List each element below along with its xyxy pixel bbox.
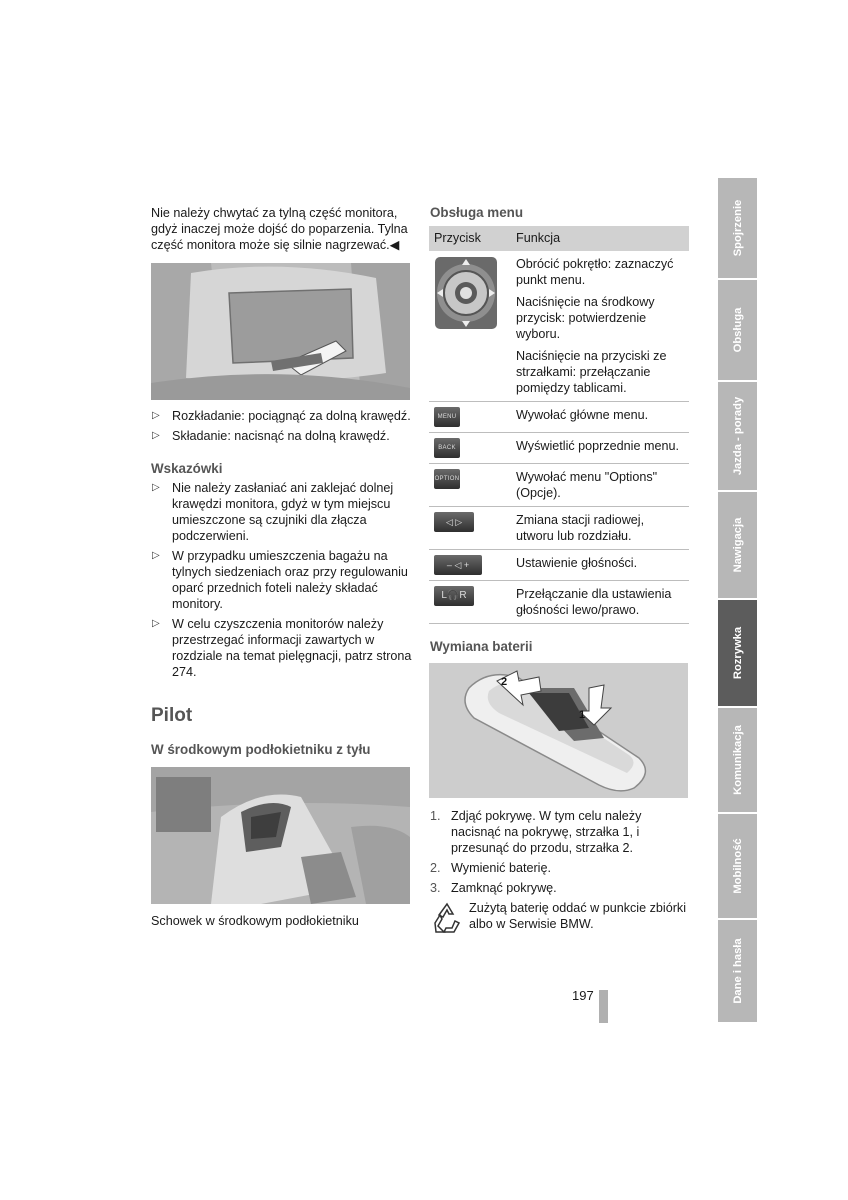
- notes-heading: Wskazówki: [151, 461, 223, 476]
- menu-table: [429, 226, 689, 624]
- table-header: Przycisk: [429, 226, 511, 251]
- prev-next-buttons-icon: ◁ ▷: [434, 512, 474, 532]
- table-row: Obrócić pokrętło: zaznaczyć punkt menu. Naciśnięcie na środkowy przycisk: potwierdzenie wyboru. Naciśnięcie na przyciski ze strzałkami: przełączanie pomiędzy tablicami.: [429, 251, 689, 402]
- table-row: L🎧R Przełączanie dla ustawienia głośności lewo/prawo.: [429, 581, 689, 624]
- tab-komunikacja[interactable]: Komunikacja: [718, 708, 757, 814]
- list-item: ▷ W przypadku umieszczenia bagażu na tylnych siedzeniach oraz przy regulowaniu oparć przednich foteli należy składać monitory.: [152, 549, 408, 611]
- tab-jazda-porady[interactable]: Jazda - porady: [718, 382, 757, 492]
- menu-button-icon: MENU: [434, 407, 460, 427]
- tab-nawigacja[interactable]: Nawigacja: [718, 492, 757, 600]
- option-button-icon: OPTION: [434, 469, 460, 489]
- tab-dane-i-hasla[interactable]: Dane i hasła: [718, 920, 757, 1024]
- list-item: ▷ W celu czyszczenia monitorów należy przestrzegać informacji zawartych w rozdziale na temat pielęgnacji, patrz strona 274.: [152, 617, 412, 679]
- recycle-icon: [430, 901, 464, 935]
- list-item: 3. Zamknąć pokrywę.: [430, 881, 557, 895]
- page-number: 197: [572, 988, 594, 1003]
- list-item: 2. Wymienić baterię.: [430, 861, 551, 875]
- battery-heading: Wymiana baterii: [430, 639, 533, 654]
- remote-battery-figure: [429, 663, 688, 798]
- monitor-photo: [151, 263, 410, 400]
- monitor-steps-list: [151, 408, 413, 448]
- table-header-row: [429, 226, 689, 251]
- table-row: – ◁ + Ustawienie głośności.: [429, 550, 689, 581]
- triangle-bullet-icon: ▷: [152, 618, 160, 629]
- table-header: Funkcja: [511, 226, 689, 251]
- tab-obsluga[interactable]: Obsługa: [718, 280, 757, 382]
- arrow-label-1: 1: [579, 709, 586, 721]
- notes-list: [151, 480, 413, 684]
- arrow-label-2: 2: [501, 676, 508, 688]
- tab-rozrywka[interactable]: Rozrywka: [718, 600, 757, 708]
- intro-paragraph: Nie należy chwytać za tylną część monitora, gdyż inaczej może dojść do poparzenia. Tylna część monitora może się silnie nagrzewać.◀: [151, 206, 408, 252]
- controller-knob-icon: [434, 256, 498, 330]
- page-number-bar: [599, 990, 608, 1023]
- table-row: BACK Wyświetlić poprzednie menu.: [429, 433, 689, 464]
- triangle-bullet-icon: ▷: [152, 430, 160, 441]
- balance-button-icon: L🎧R: [434, 586, 474, 606]
- list-item: ▷ Rozkładanie: pociągnąć za dolną krawędź.: [152, 409, 411, 423]
- armrest-photo: [151, 767, 410, 904]
- recycle-note: Zużytą baterię oddać w punkcie zbiórki albo w Serwisie BMW.: [469, 901, 687, 931]
- battery-steps-list: [430, 808, 692, 900]
- list-item: ▷ Nie należy zasłaniać ani zaklejać dolnej krawędzi monitora, gdyż w tym miejscu umieszczone są czujniki dla złącza podczerwieni.: [152, 481, 394, 543]
- back-button-icon: BACK: [434, 438, 460, 458]
- pilot-heading: Pilot: [151, 705, 193, 726]
- triangle-bullet-icon: ▷: [152, 410, 160, 421]
- table-row: MENU Wywołać główne menu.: [429, 402, 689, 433]
- triangle-bullet-icon: ▷: [152, 482, 160, 493]
- tab-mobilnosc[interactable]: Mobilność: [718, 814, 757, 920]
- menu-heading: Obsługa menu: [430, 205, 524, 220]
- armrest-caption: Schowek w środkowym podłokietniku: [151, 914, 359, 928]
- triangle-bullet-icon: ▷: [152, 550, 160, 561]
- list-item: ▷ Składanie: nacisnąć na dolną krawędź.: [152, 429, 390, 443]
- table-row: ◁ ▷ Zmiana stacji radiowej, utworu lub rozdziału.: [429, 507, 689, 550]
- list-item: 1. Zdjąć pokrywę. W tym celu należy nacisnąć na pokrywę, strzałka 1, i przesunąć do przodu, strzałka 2.: [430, 809, 642, 855]
- volume-buttons-icon: – ◁ +: [434, 555, 482, 575]
- table-row: OPTION Wywołać menu "Options" (Opcje).: [429, 464, 689, 507]
- armrest-heading: W środkowym podłokietniku z tyłu: [151, 742, 371, 757]
- tab-spojrzenie[interactable]: Spojrzenie: [718, 178, 757, 280]
